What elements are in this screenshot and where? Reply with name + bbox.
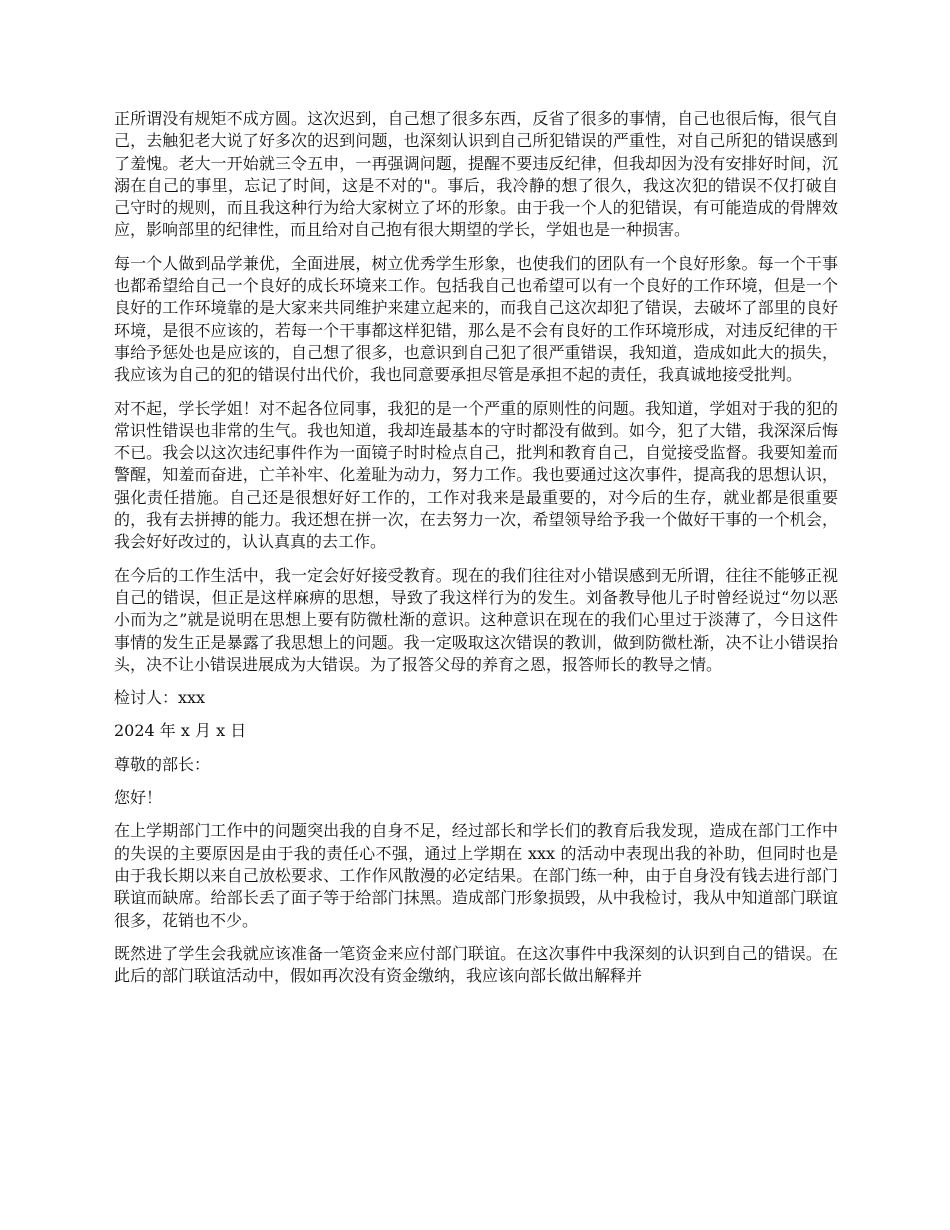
greeting-line: 您好！ (114, 788, 163, 808)
salutation-line: 尊敬的部长： (114, 754, 211, 774)
date-line: 2024 年 x 月 x 日 (114, 721, 247, 741)
body-paragraph-1: 正所谓没有规矩不成方圆。这次迟到，自己想了很多东西，反省了很多的事情，自己也很后悔，很气自己，去触犯老大说了好多次的迟到问题，也深刻认识到自己所犯错误的严重性，对自己所犯的错误感到了羞愧。老大一开始就三令五申，一再强调问题，提醒不要违反纪律，但我却因为没有安排好时间，沉溺在自己的事里，忘记了时间，这是不对的"。事后，我冷静的想了很久，我这次犯的错误不仅打破自己守时的规则，而且我这种行为给大家树立了坏的形象。由于我一个人的犯错误，有可能造成的骨牌效应，影响部里的纪律性，而且给对自己抱有很大期望的学长，学姐也是一种损害。 (114, 109, 838, 240)
body-paragraph-4: 在今后的工作生活中，我一定会好好接受教育。现在的我们往往对小错误感到无所谓，往往不能够正视自己的错误，但正是这样麻痹的思想，导致了我这样行为的发生。刘备教导他儿子时曾经说过“勿以恶小而为之”就是说明在思想上要有防微杜渐的意识。这种意识在现在的我们心里过于淡薄了，今日这件事情的发生正是暴露了我思想上的问题。我一定吸取这次错误的教训，做到防微杜渐，决不让小错误抬头，决不让小错误进展成为大错误。为了报答父母的养育之恩，报答师长的教导之情。 (114, 565, 838, 674)
document-page (114, 108, 838, 998)
signature-line: 检讨人：xxx (114, 688, 206, 708)
body-paragraph-6: 既然进了学生会我就应该准备一笔资金来应付部门联谊。在这次事件中我深刻的认识到自己的错误。在此后的部门联谊活动中，假如再次没有资金缴纳，我应该向部长做出解释并 (114, 943, 838, 986)
body-paragraph-3: 对不起，学长学姐！对不起各位同事，我犯的是一个严重的原则性的问题。我知道，学姐对于我的犯的常识性错误也非常的生气。我也知道，我却连最基本的守时都没有做到。如今，犯了大错，我深深后悔不已。我会以这次违纪事件作为一面镜子时时检点自己，批判和教育自己，自觉接受监督。我要知羞而警醒，知羞而奋进，亡羊补牢、化羞耻为动力，努力工作。我也要通过这次事件，提高我的思想认识，强化责任措施。自己还是很想好好工作的，工作对我来是最重要的，对今后的生存，就业都是很重要的，我有去拼搏的能力。我还想在拼一次，在去努力一次，希望领导给予我一个做好干事的一个机会，我会好好改过的，认认真真的去工作。 (114, 398, 838, 552)
body-paragraph-5: 在上学期部门工作中的问题突出我的自身不足，经过部长和学长们的教育后我发现，造成在部门工作中的失误的主要原因是由于我的责任心不强，通过上学期在 xxx 的活动中表现出我的补助，但同时也是由于我长期以来自己放松要求、工作作风散漫的必定结果。在部门练一种，由于自身没有钱去进行部门联谊而缺席。给部长丢了面子等于给部门抹黑。造成部门形象损毁，从中我检讨，我从中知道部门联谊很多，花销也不少。 (114, 821, 838, 930)
body-paragraph-2: 每一个人做到品学兼优，全面进展，树立优秀学生形象，也使我们的团队有一个良好形象。每一个干事也都希望给自己一个良好的成长环境来工作。包括我自己也希望可以有一个良好的工作环境，但是一个良好的工作环境靠的是大家来共同维护来建立起来的，而我自己这次却犯了错误，去破坏了部里的良好环境，是很不应该的，若每一个干事都这样犯错，那么是不会有良好的工作环境形成，对违反纪律的干事给予惩处也是应该的，自己想了很多，也意识到自己犯了很严重错误，我知道，造成如此大的损失，我应该为自己的犯的错误付出代价，我也同意要承担尽管是承担不起的责任，我真诚地接受批判。 (114, 253, 838, 385)
